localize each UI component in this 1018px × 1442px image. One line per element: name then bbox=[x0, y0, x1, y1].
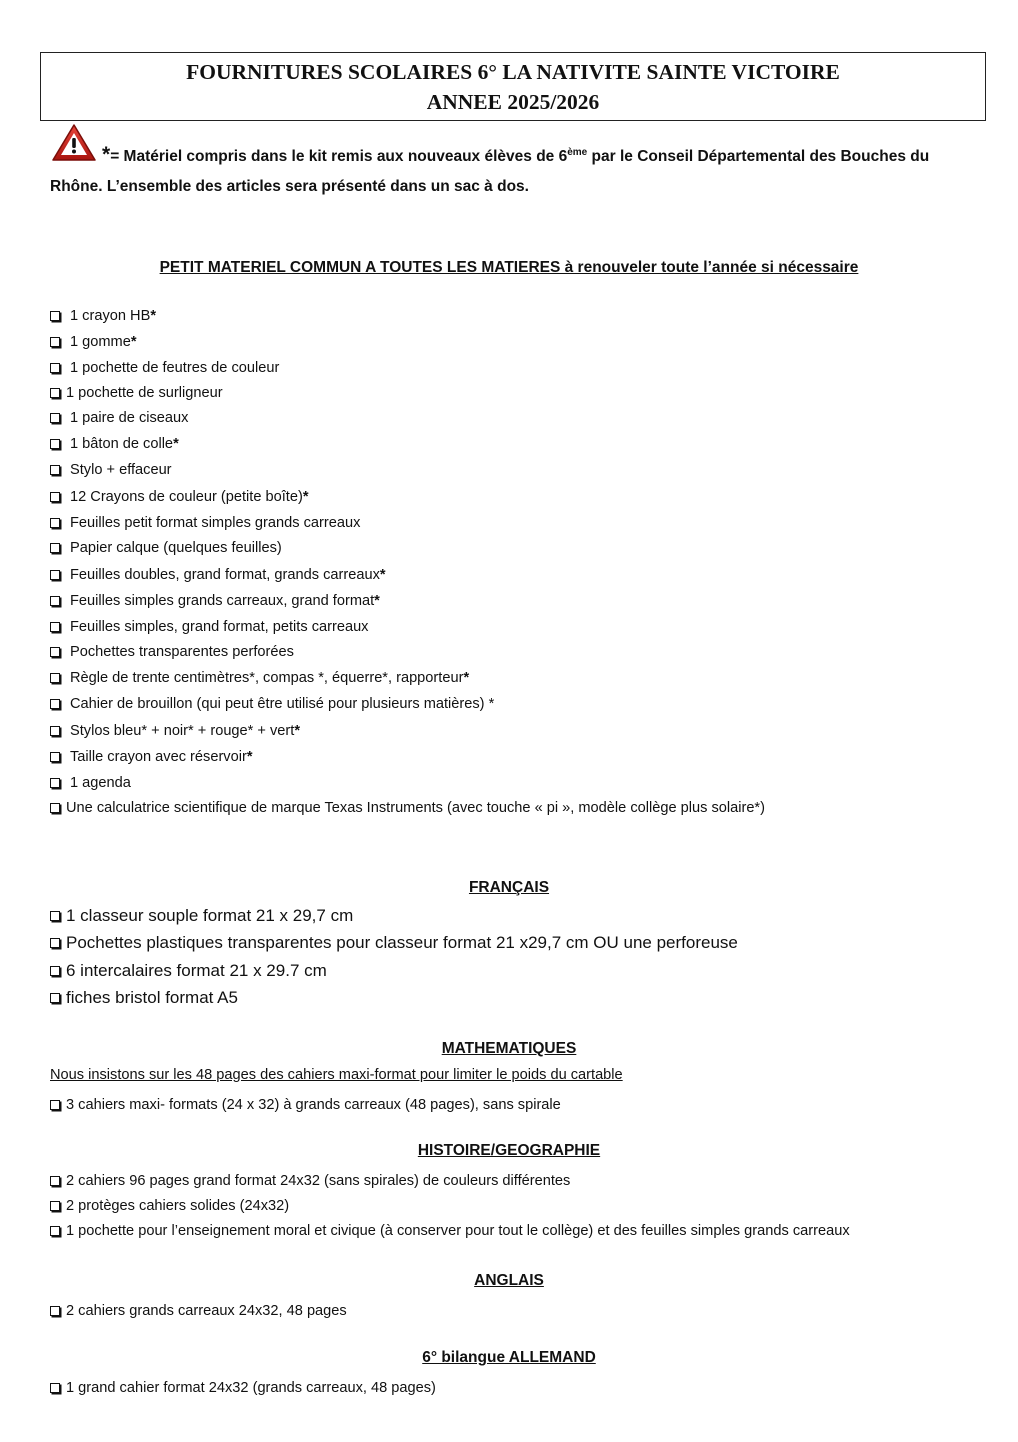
intro-sup: ème bbox=[567, 147, 588, 158]
checkbox-icon[interactable] bbox=[50, 1306, 60, 1316]
checkbox-icon[interactable] bbox=[50, 1383, 60, 1393]
kit-star: * bbox=[173, 436, 179, 452]
list-item bbox=[50, 405, 990, 431]
item-text: 2 cahiers grands carreaux 24x32, 48 pages bbox=[66, 1302, 347, 1319]
item-text: Papier calque (quelques feuilles) bbox=[70, 540, 282, 556]
section-title-allemand: 6° bilangue ALLEMAND bbox=[422, 1349, 596, 1366]
checkbox-icon[interactable] bbox=[50, 388, 60, 398]
checkbox-icon[interactable] bbox=[50, 1201, 60, 1211]
list-item bbox=[50, 588, 990, 614]
anglais-list bbox=[50, 1298, 990, 1323]
intro-star: * bbox=[102, 143, 111, 167]
kit-star: * bbox=[463, 670, 470, 686]
list-item bbox=[50, 431, 990, 457]
list-item bbox=[50, 985, 990, 1013]
intro-text-b: par le Conseil Départemental des Bouches du Rhône. L’ensemble des articles sera présenté dans un sac à dos. bbox=[50, 148, 930, 196]
histoire-list bbox=[50, 1168, 990, 1243]
checkbox-icon[interactable] bbox=[50, 938, 60, 948]
section-title-anglais: ANGLAIS bbox=[474, 1272, 544, 1289]
kit-star: * bbox=[302, 488, 309, 505]
section-title-histoire: HISTOIRE/GEOGRAPHIE bbox=[417, 1142, 601, 1159]
checkbox-icon[interactable] bbox=[50, 726, 60, 736]
item-text: 12 Crayons de couleur (petite boîte) bbox=[70, 488, 303, 505]
kit-star: * bbox=[379, 566, 386, 583]
list-item bbox=[50, 483, 990, 510]
list-item bbox=[50, 535, 990, 561]
checkbox-icon[interactable] bbox=[50, 465, 60, 475]
intro-paragraph bbox=[50, 138, 980, 202]
kit-star: * bbox=[246, 749, 253, 765]
item-text: 2 protèges cahiers solides (24x32) bbox=[66, 1197, 290, 1214]
item-text: Stylos bleu* + noir* + rouge* + vert bbox=[70, 722, 295, 739]
list-item bbox=[50, 1375, 990, 1400]
checkbox-icon[interactable] bbox=[50, 778, 60, 788]
kit-star: * bbox=[294, 722, 300, 739]
maths-note: Nous insistons sur les 48 pages des cahiers maxi-format pour limiter le poids du cartable bbox=[50, 1067, 623, 1083]
allemand-list bbox=[50, 1375, 990, 1400]
item-text: Pochettes plastiques transparentes pour classeur format 21 x29,7 cm OU une perforeuse bbox=[66, 933, 738, 953]
item-text: 1 gomme bbox=[70, 334, 131, 350]
item-text: Feuilles petit format simples grands carreaux bbox=[70, 514, 361, 531]
checkbox-icon[interactable] bbox=[50, 518, 60, 528]
checkbox-icon[interactable] bbox=[50, 363, 60, 373]
list-item bbox=[50, 614, 990, 639]
checkbox-icon[interactable] bbox=[50, 570, 60, 580]
item-text: fiches bristol format A5 bbox=[66, 988, 238, 1008]
item-text: Une calculatrice scientifique de marque Texas Instruments (avec touche « pi », modèle collège plus solaire*) bbox=[66, 800, 765, 816]
list-item bbox=[50, 510, 990, 535]
item-text: Stylo + effaceur bbox=[70, 462, 172, 478]
checkbox-icon[interactable] bbox=[50, 803, 60, 813]
checkbox-icon[interactable] bbox=[50, 596, 60, 606]
item-text: Taille crayon avec réservoir bbox=[70, 749, 247, 765]
section-title-maths: MATHEMATIQUES bbox=[441, 1040, 577, 1057]
maths-list bbox=[50, 1092, 990, 1117]
checkbox-icon[interactable] bbox=[50, 622, 60, 632]
list-item bbox=[50, 1168, 990, 1193]
checkbox-icon[interactable] bbox=[50, 673, 60, 683]
list-item bbox=[50, 302, 990, 329]
checkbox-icon[interactable] bbox=[50, 647, 60, 657]
list-item bbox=[50, 665, 990, 691]
title-line-1: FOURNITURES SCOLAIRES 6° LA NATIVITE SAINTE VICTOIRE bbox=[186, 60, 840, 84]
checkbox-icon[interactable] bbox=[50, 699, 60, 709]
common-list bbox=[50, 302, 990, 821]
checkbox-icon[interactable] bbox=[50, 911, 60, 921]
item-text: Feuilles simples, grand format, petits carreaux bbox=[70, 618, 369, 635]
list-item bbox=[50, 329, 990, 355]
item-text: 1 agenda bbox=[70, 774, 131, 791]
checkbox-icon[interactable] bbox=[50, 543, 60, 553]
item-text: Feuilles simples grands carreaux, grand format bbox=[70, 593, 375, 609]
list-item bbox=[50, 355, 990, 380]
list-item bbox=[50, 744, 990, 770]
kit-star: * bbox=[374, 593, 380, 609]
list-item bbox=[50, 770, 990, 795]
checkbox-icon[interactable] bbox=[50, 752, 60, 762]
document-title bbox=[40, 52, 986, 121]
list-item bbox=[50, 902, 990, 930]
checkbox-icon[interactable] bbox=[50, 413, 60, 423]
item-text: 1 crayon HB bbox=[70, 307, 151, 324]
list-item bbox=[50, 561, 990, 588]
item-text: 3 cahiers maxi- formats (24 x 32) à grands carreaux (48 pages), sans spirale bbox=[66, 1096, 561, 1113]
list-item bbox=[50, 1298, 990, 1323]
list-item bbox=[50, 1193, 990, 1218]
item-text: Cahier de brouillon (qui peut être utilisé pour plusieurs matières) * bbox=[70, 696, 495, 712]
checkbox-icon[interactable] bbox=[50, 1226, 60, 1236]
item-text: 2 cahiers 96 pages grand format 24x32 (sans spirales) de couleurs différentes bbox=[66, 1172, 571, 1189]
checkbox-icon[interactable] bbox=[50, 1176, 60, 1186]
item-text: 1 pochette de feutres de couleur bbox=[70, 359, 280, 376]
item-text: 1 pochette pour l’enseignement moral et civique (à conserver pour tout le collège) et des feuilles simples grands carreaux bbox=[66, 1222, 850, 1239]
list-item bbox=[50, 639, 990, 665]
list-item bbox=[50, 795, 990, 821]
checkbox-icon[interactable] bbox=[50, 1100, 60, 1110]
list-item bbox=[50, 1218, 990, 1243]
list-item bbox=[50, 691, 990, 717]
item-text: 1 pochette de surligneur bbox=[66, 384, 223, 401]
section-title-common: PETIT MATERIEL COMMUN A TOUTES LES MATIERES à renouveler toute l’année si nécessaire bbox=[159, 259, 859, 276]
item-text: Pochettes transparentes perforées bbox=[70, 644, 294, 660]
kit-star: * bbox=[150, 307, 156, 324]
item-text: 6 intercalaires format 21 x 29.7 cm bbox=[66, 960, 327, 980]
list-item bbox=[50, 957, 990, 985]
intro-text-a: = Matériel compris dans le kit remis aux nouveaux élèves de 6 bbox=[110, 148, 568, 166]
checkbox-icon[interactable] bbox=[50, 966, 60, 976]
kit-star: * bbox=[130, 334, 137, 350]
checkbox-icon[interactable] bbox=[50, 311, 60, 321]
item-text: 1 grand cahier format 24x32 (grands carreaux, 48 pages) bbox=[66, 1379, 436, 1396]
item-text: 1 bâton de colle bbox=[70, 436, 174, 452]
francais-list bbox=[50, 902, 990, 1012]
list-item bbox=[50, 1092, 990, 1117]
item-text: Feuilles doubles, grand format, grands carreaux bbox=[70, 566, 380, 583]
item-text: 1 paire de ciseaux bbox=[70, 410, 189, 426]
title-line-2: ANNEE 2025/2026 bbox=[426, 90, 600, 114]
checkbox-icon[interactable] bbox=[50, 492, 60, 502]
section-title-francais: FRANÇAIS bbox=[468, 879, 550, 896]
checkbox-icon[interactable] bbox=[50, 439, 60, 449]
item-text: Règle de trente centimètres*, compas *, équerre*, rapporteur bbox=[70, 670, 464, 686]
list-item bbox=[50, 380, 990, 405]
list-item bbox=[50, 717, 990, 744]
list-item bbox=[50, 457, 990, 483]
checkbox-icon[interactable] bbox=[50, 993, 60, 1003]
item-text: 1 classeur souple format 21 x 29,7 cm bbox=[66, 905, 354, 925]
list-item bbox=[50, 930, 990, 958]
checkbox-icon[interactable] bbox=[50, 337, 60, 347]
